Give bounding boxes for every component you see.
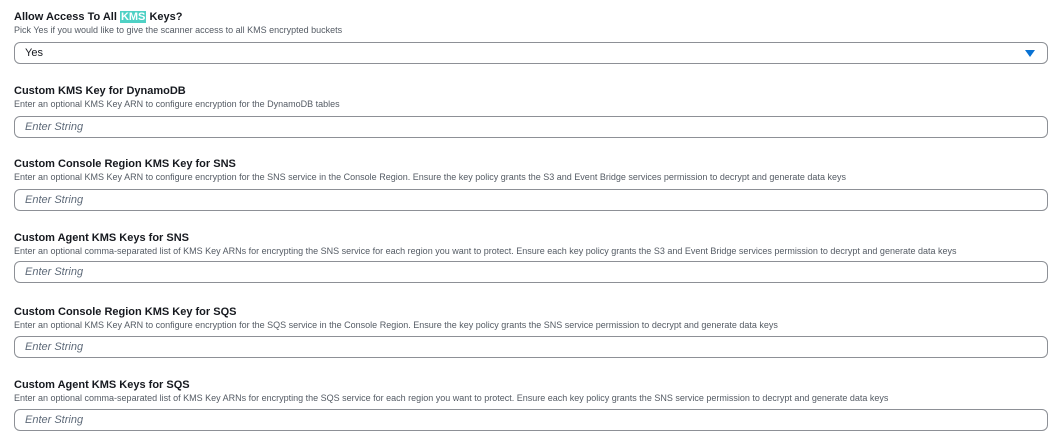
field-console-region-sns-kms-key xyxy=(14,157,1050,183)
dynamodb-kms-key-input[interactable] xyxy=(14,116,1048,138)
field-dynamodb-kms-key xyxy=(14,84,1050,110)
field-label: Custom KMS Key for DynamoDB xyxy=(14,85,186,97)
field-allow-access-all-kms xyxy=(14,10,1050,59)
field-label: Custom Agent KMS Keys for SNS xyxy=(14,232,190,244)
field-label: Custom Agent KMS Keys for SQS xyxy=(14,379,190,391)
field-label: Custom Console Region KMS Key for SQS xyxy=(14,306,237,318)
field-agent-sqs-kms-keys xyxy=(14,378,1050,404)
field-description: Enter an optional KMS Key ARN to configure encryption for the SQS service in the Console Region. Ensure the key policy grants the SNS service permission to decrypt and generate data keys xyxy=(14,320,778,330)
field-description: Enter an optional comma-separated list of KMS Key ARNs for encrypting the SQS service for each region you want to protect. Ensure each key policy grants the SNS service permission to decrypt and generate data keys xyxy=(14,393,889,403)
label-suffix: Keys? xyxy=(146,11,183,23)
agent-sns-kms-keys-input[interactable] xyxy=(14,261,1048,283)
console-region-sqs-kms-key-input[interactable] xyxy=(14,336,1048,358)
field-label: Custom Console Region KMS Key for SNS xyxy=(14,158,236,170)
field-description: Pick Yes if you would like to give the scanner access to all KMS encrypted buckets xyxy=(14,25,343,35)
select-value: Yes xyxy=(25,47,43,59)
field-description: Enter an optional KMS Key ARN to configure encryption for the SNS service in the Console Region. Ensure the key policy grants the S3 and Event Bridge services permission to decrypt and generate data keys xyxy=(14,172,846,182)
agent-sqs-kms-keys-input[interactable] xyxy=(14,409,1048,431)
allow-access-select[interactable] xyxy=(14,42,1048,64)
field-description: Enter an optional KMS Key ARN to configure encryption for the DynamoDB tables xyxy=(14,99,340,109)
label-prefix: Allow Access To All xyxy=(14,11,120,23)
caret-down-icon xyxy=(1025,50,1035,57)
field-console-region-sqs-kms-key xyxy=(14,305,1050,331)
console-region-sns-kms-key-input[interactable] xyxy=(14,189,1048,211)
field-agent-sns-kms-keys xyxy=(14,231,1050,257)
field-label xyxy=(14,10,1050,24)
field-description: Enter an optional comma-separated list of KMS Key ARNs for encrypting the SNS service for each region you want to protect. Ensure each key policy grants the S3 and Event Bridge services permission to decrypt and generate data keys xyxy=(14,246,957,256)
search-highlight: KMS xyxy=(120,11,146,23)
